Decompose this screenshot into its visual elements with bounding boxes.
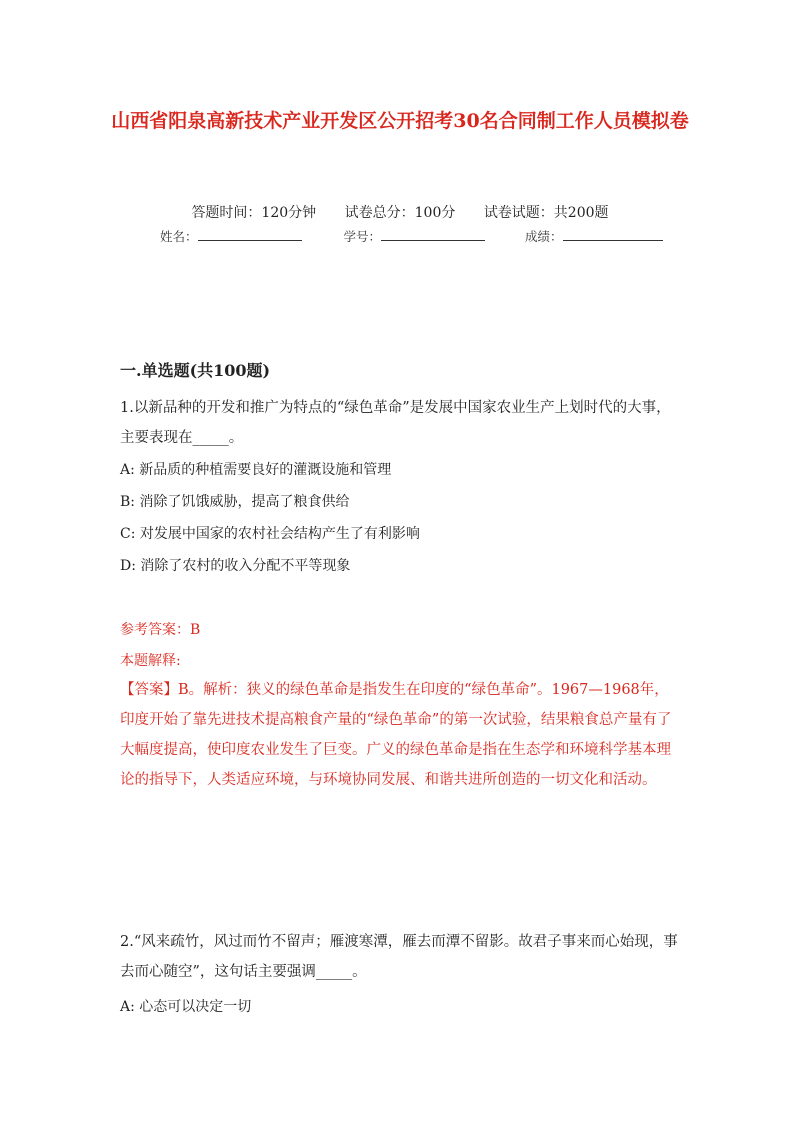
student-id-field [344, 227, 486, 245]
student-score-blank [563, 240, 663, 241]
question-1-explanation: 【答案】B。解析：狭义的绿色革命是指发生在印度的“绿色革命”。1967—1968年，印度开始了靠先进技术提高粮食产量的“绿色革命”的第一次试验，结果粮食总产量有了大幅度提高，使印度农业发生了巨变。广义的绿色革命是指在生态学和环境科学基本理论的指导下，人类适应环境，与环境协同发展、和谐共进所创造的一切文化和活动。 [120, 682, 672, 788]
student-score-label: 成绩： [525, 229, 563, 244]
student-id-blank [381, 240, 485, 241]
student-score-field [525, 227, 663, 245]
student-name-label: 姓名： [160, 229, 198, 244]
exam-total-score: 试卷总分：100分 [344, 205, 456, 221]
student-name-blank [198, 240, 302, 241]
question-1-option-d: D: 消除了农村的收入分配不平等现象 [120, 558, 351, 574]
student-info [160, 227, 691, 245]
question-1-option-c: C: 对发展中国家的农村社会结构产生了有利影响 [120, 526, 420, 542]
question-1-stem: 1.以新品种的开发和推广为特点的“绿色革命”是发展中国家农业生产上划时代的大事，主要表现在_____。 [120, 400, 671, 446]
section-title: 一.单选题(共100题) [120, 361, 271, 380]
question-1-answer: 参考答案：B [120, 622, 201, 638]
exam-meta [0, 202, 800, 222]
question-2-stem: 2.“风来疏竹，风过而竹不留声；雁渡寒潭，雁去而潭不留影。故君子事来而心始现，事去而心随空”，这句话主要强调_____。 [120, 934, 678, 980]
document-title: 山西省阳泉高新技术产业开发区公开招考30名合同制工作人员模拟卷 [111, 110, 689, 132]
question-1-option-a: A: 新品质的种植需要良好的灌溉设施和管理 [120, 462, 392, 478]
exam-time: 答题时间：120分钟 [191, 205, 317, 221]
question-2-option-a: A: 心态可以决定一切 [120, 999, 252, 1015]
question-1-option-b: B: 消除了饥饿威胁，提高了粮食供给 [120, 494, 350, 510]
student-id-label: 学号： [343, 229, 382, 244]
student-name-field [160, 227, 302, 245]
question-1-explanation-label: 本题解释: [120, 653, 181, 669]
exam-question-count: 试卷试题：共200题 [483, 205, 609, 221]
